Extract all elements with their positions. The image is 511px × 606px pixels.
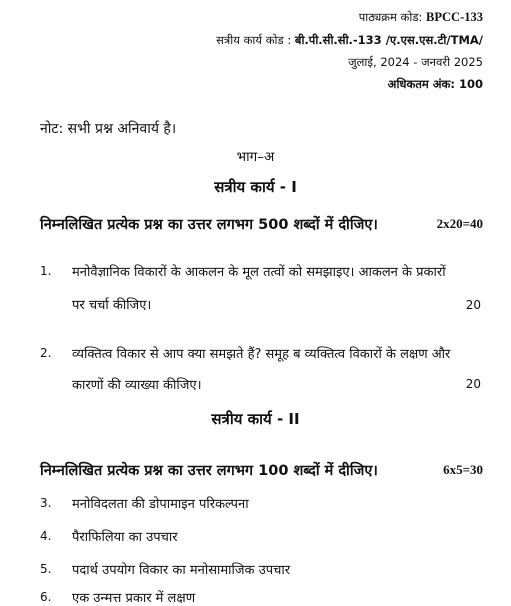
session-text: जुलाई, 2024 - जनवरी 2025 bbox=[348, 55, 483, 69]
assignment-2-title: सत्रीय कार्य - II bbox=[211, 410, 300, 428]
question-text-line: व्यक्तित्व विकार से आप क्या समझते हैं? समूह ब व्यक्तित्व विकारों के लक्षण और bbox=[72, 347, 451, 362]
question-text: पदार्थ उपयोग विकार का मनोसामाजिक उपचार bbox=[72, 563, 291, 578]
assignment-code-label: सत्रीय कार्य कोड : bbox=[216, 33, 292, 47]
assignment-2-marks: 6x5=30 bbox=[443, 462, 483, 477]
note-text: नोट: सभी प्रश्न अनिवार्य है। bbox=[40, 121, 177, 137]
assignment-1-title: सत्रीय कार्य - I bbox=[214, 178, 297, 196]
assignment-1-instruction: निम्नलिखित प्रत्येक प्रश्न का उत्तर लगभग 500 शब्दों में दीजिए। bbox=[40, 217, 378, 233]
assignment-code-line bbox=[216, 33, 483, 48]
question-text: मनोविदलता की डोपामाइन परिकल्पना bbox=[72, 497, 249, 512]
question-number: 1. bbox=[40, 264, 52, 278]
question-number: 4. bbox=[40, 529, 52, 543]
question-number: 2. bbox=[40, 346, 52, 360]
course-code: BPCC-133 bbox=[426, 10, 483, 24]
question-number: 6. bbox=[40, 590, 52, 604]
question-text-line: मनोवैज्ञानिक विकारों के आकलन के मूल तत्वों को समझाइए। आकलन के प्रकारों bbox=[72, 265, 446, 280]
course-code-label: पाठ्यक्रम कोड: bbox=[358, 10, 423, 24]
part-heading: भाग–अ bbox=[236, 149, 275, 165]
question-text: पैराफिलिया का उपचार bbox=[72, 530, 178, 545]
question-marks: 20 bbox=[465, 298, 481, 312]
question-text: एक उन्मत्त प्रकार में लक्षण bbox=[72, 591, 196, 606]
course-code-line bbox=[359, 10, 483, 25]
question-marks: 20 bbox=[465, 377, 481, 391]
question-text-line: कारणों की व्याख्या कीजिए। bbox=[72, 378, 202, 393]
assignment-2-instruction: निम्नलिखित प्रत्येक प्रश्न का उत्तर लगभग 100 शब्दों में दीजिए। bbox=[40, 463, 378, 479]
question-text-line: पर चर्चा कीजिए। bbox=[72, 298, 152, 313]
max-marks: अधिकतम अंक: 100 bbox=[387, 77, 483, 91]
assignment-1-marks: 2x20=40 bbox=[436, 216, 483, 231]
question-number: 3. bbox=[40, 496, 52, 510]
assignment-code: बी.पी.सी.सी.-133 /ए.एस.एस.टी/TMA/ bbox=[294, 33, 483, 47]
question-number: 5. bbox=[40, 562, 52, 576]
